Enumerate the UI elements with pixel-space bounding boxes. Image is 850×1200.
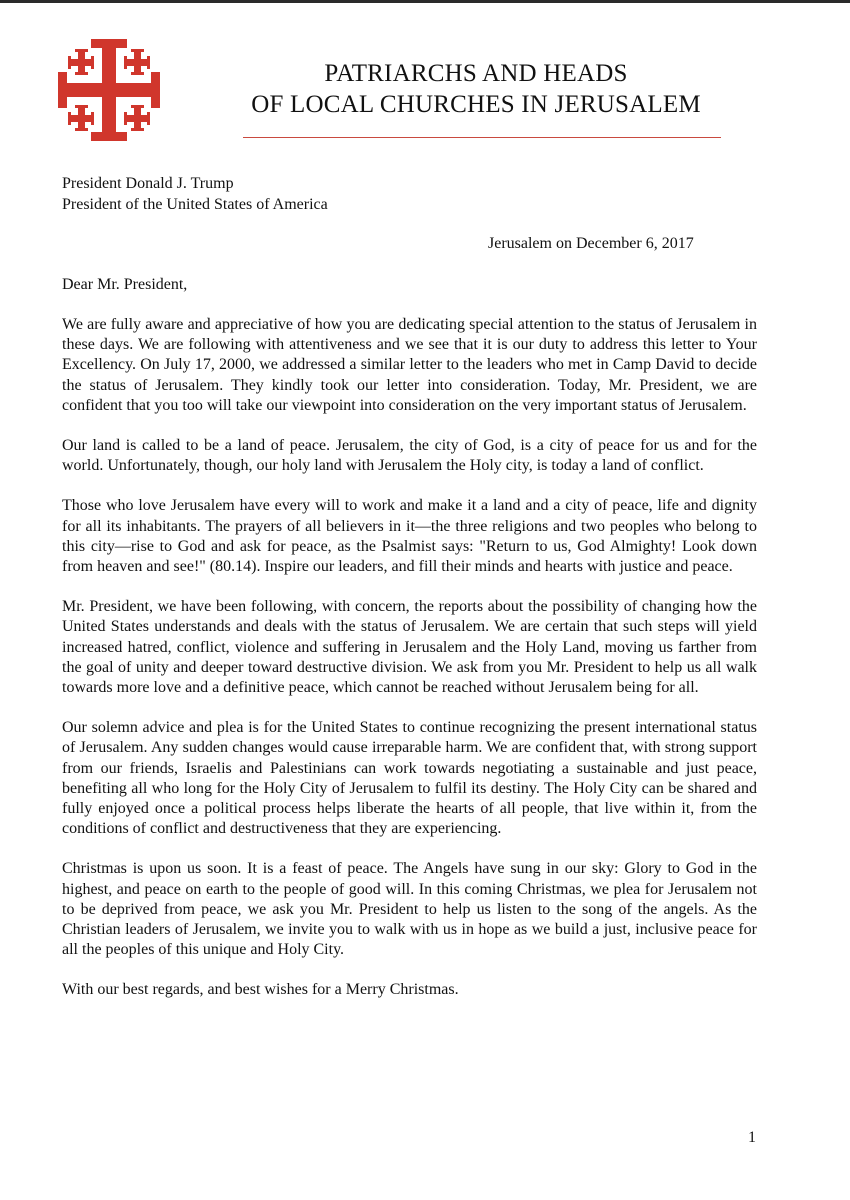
paragraph: Our land is called to be a land of peace. Jerusalem, the city of God, is a city of peace for us and for the world. Unfortunately, though, our holy land with Jerusalem the Holy city, is today a land of conflict. — [62, 437, 757, 475]
recipient-name: President Donald J. Trump — [62, 175, 234, 192]
letterhead-divider — [243, 137, 721, 138]
top-border-line — [0, 0, 850, 3]
letterhead-line-1: PATRIARCHS AND HEADS — [324, 60, 628, 87]
page-number: 1 — [748, 1129, 756, 1146]
letterhead-line-2: OF LOCAL CHURCHES IN JERUSALEM — [251, 91, 701, 118]
salutation: Dear Mr. President, — [62, 276, 188, 293]
paragraph: Christmas is upon us soon. It is a feast of peace. The Angels have sung in our sky: Glory to God in the highest, and peace on earth to the people of good will. In this coming Christmas, we plea for Jerusalem not to be deprived from peace, we ask you Mr. President to help us listen to the song of the angels. As the Christian leaders of Jerusalem, we invite you to walk with us in hope as we build a just, inclusive peace for all the peoples of this unique and Holy City. — [62, 860, 757, 959]
paragraph: Those who love Jerusalem have every will to work and make it a land and a city of peace, life and dignity for all its inhabitants. The prayers of all believers in it—the three religions and two peoples who belong to this city—rise to God and ask for peace, as the Psalmist says: "Return to us, God Almighty! Look down from heaven and see!" (80.14). Inspire our leaders, and fill their minds and hearts with justice and peace. — [62, 497, 757, 576]
dateline: Jerusalem on December 6, 2017 — [488, 235, 694, 252]
paragraph: Our solemn advice and plea is for the United States to continue recognizing the present international status of Jerusalem. Any sudden changes would cause irreparable harm. We are confident that, with strong support from our friends, Israelis and Palestinians can work towards negotiating a sustainable and just peace, benefiting all who long for the Holy City of Jerusalem to fulfil its destiny. The Holy City can be shared and fully enjoyed once a political process helps liberate the hearts of all people, that live within it, from the conditions of conflict and destructiveness that they are experiencing. — [62, 719, 757, 838]
letterhead — [232, 58, 720, 120]
paragraph: Mr. President, we have been following, with concern, the reports about the possibility of changing how the United States understands and deals with the status of Jerusalem. We are certain that such steps will yield increased hatred, conflict, violence and suffering in Jerusalem and the Holy Land, moving us farther from the goal of unity and deeper toward destructive division. We ask from you Mr. President to help us all walk towards more love and a definitive peace, which cannot be reached without Jerusalem being for all. — [62, 598, 757, 697]
letter-body — [62, 315, 757, 1001]
jerusalem-cross-icon — [56, 37, 162, 143]
recipient-block — [62, 173, 762, 215]
recipient-title: President of the United States of America — [62, 196, 328, 213]
paragraph: We are fully aware and appreciative of how you are dedicating special attention to the status of Jerusalem in these days. We are following with attentiveness and we see that it is our duty to address this letter to Your Excellency. On July 17, 2000, we addressed a similar letter to the leaders who met in Camp David to decide the status of Jerusalem. They kindly took our letter into consideration. Today, Mr. President, we are confident that you too will take our viewpoint into consideration on the very important status of Jerusalem. — [62, 316, 757, 414]
closing-line: With our best regards, and best wishes for a Merry Christmas. — [62, 981, 459, 999]
